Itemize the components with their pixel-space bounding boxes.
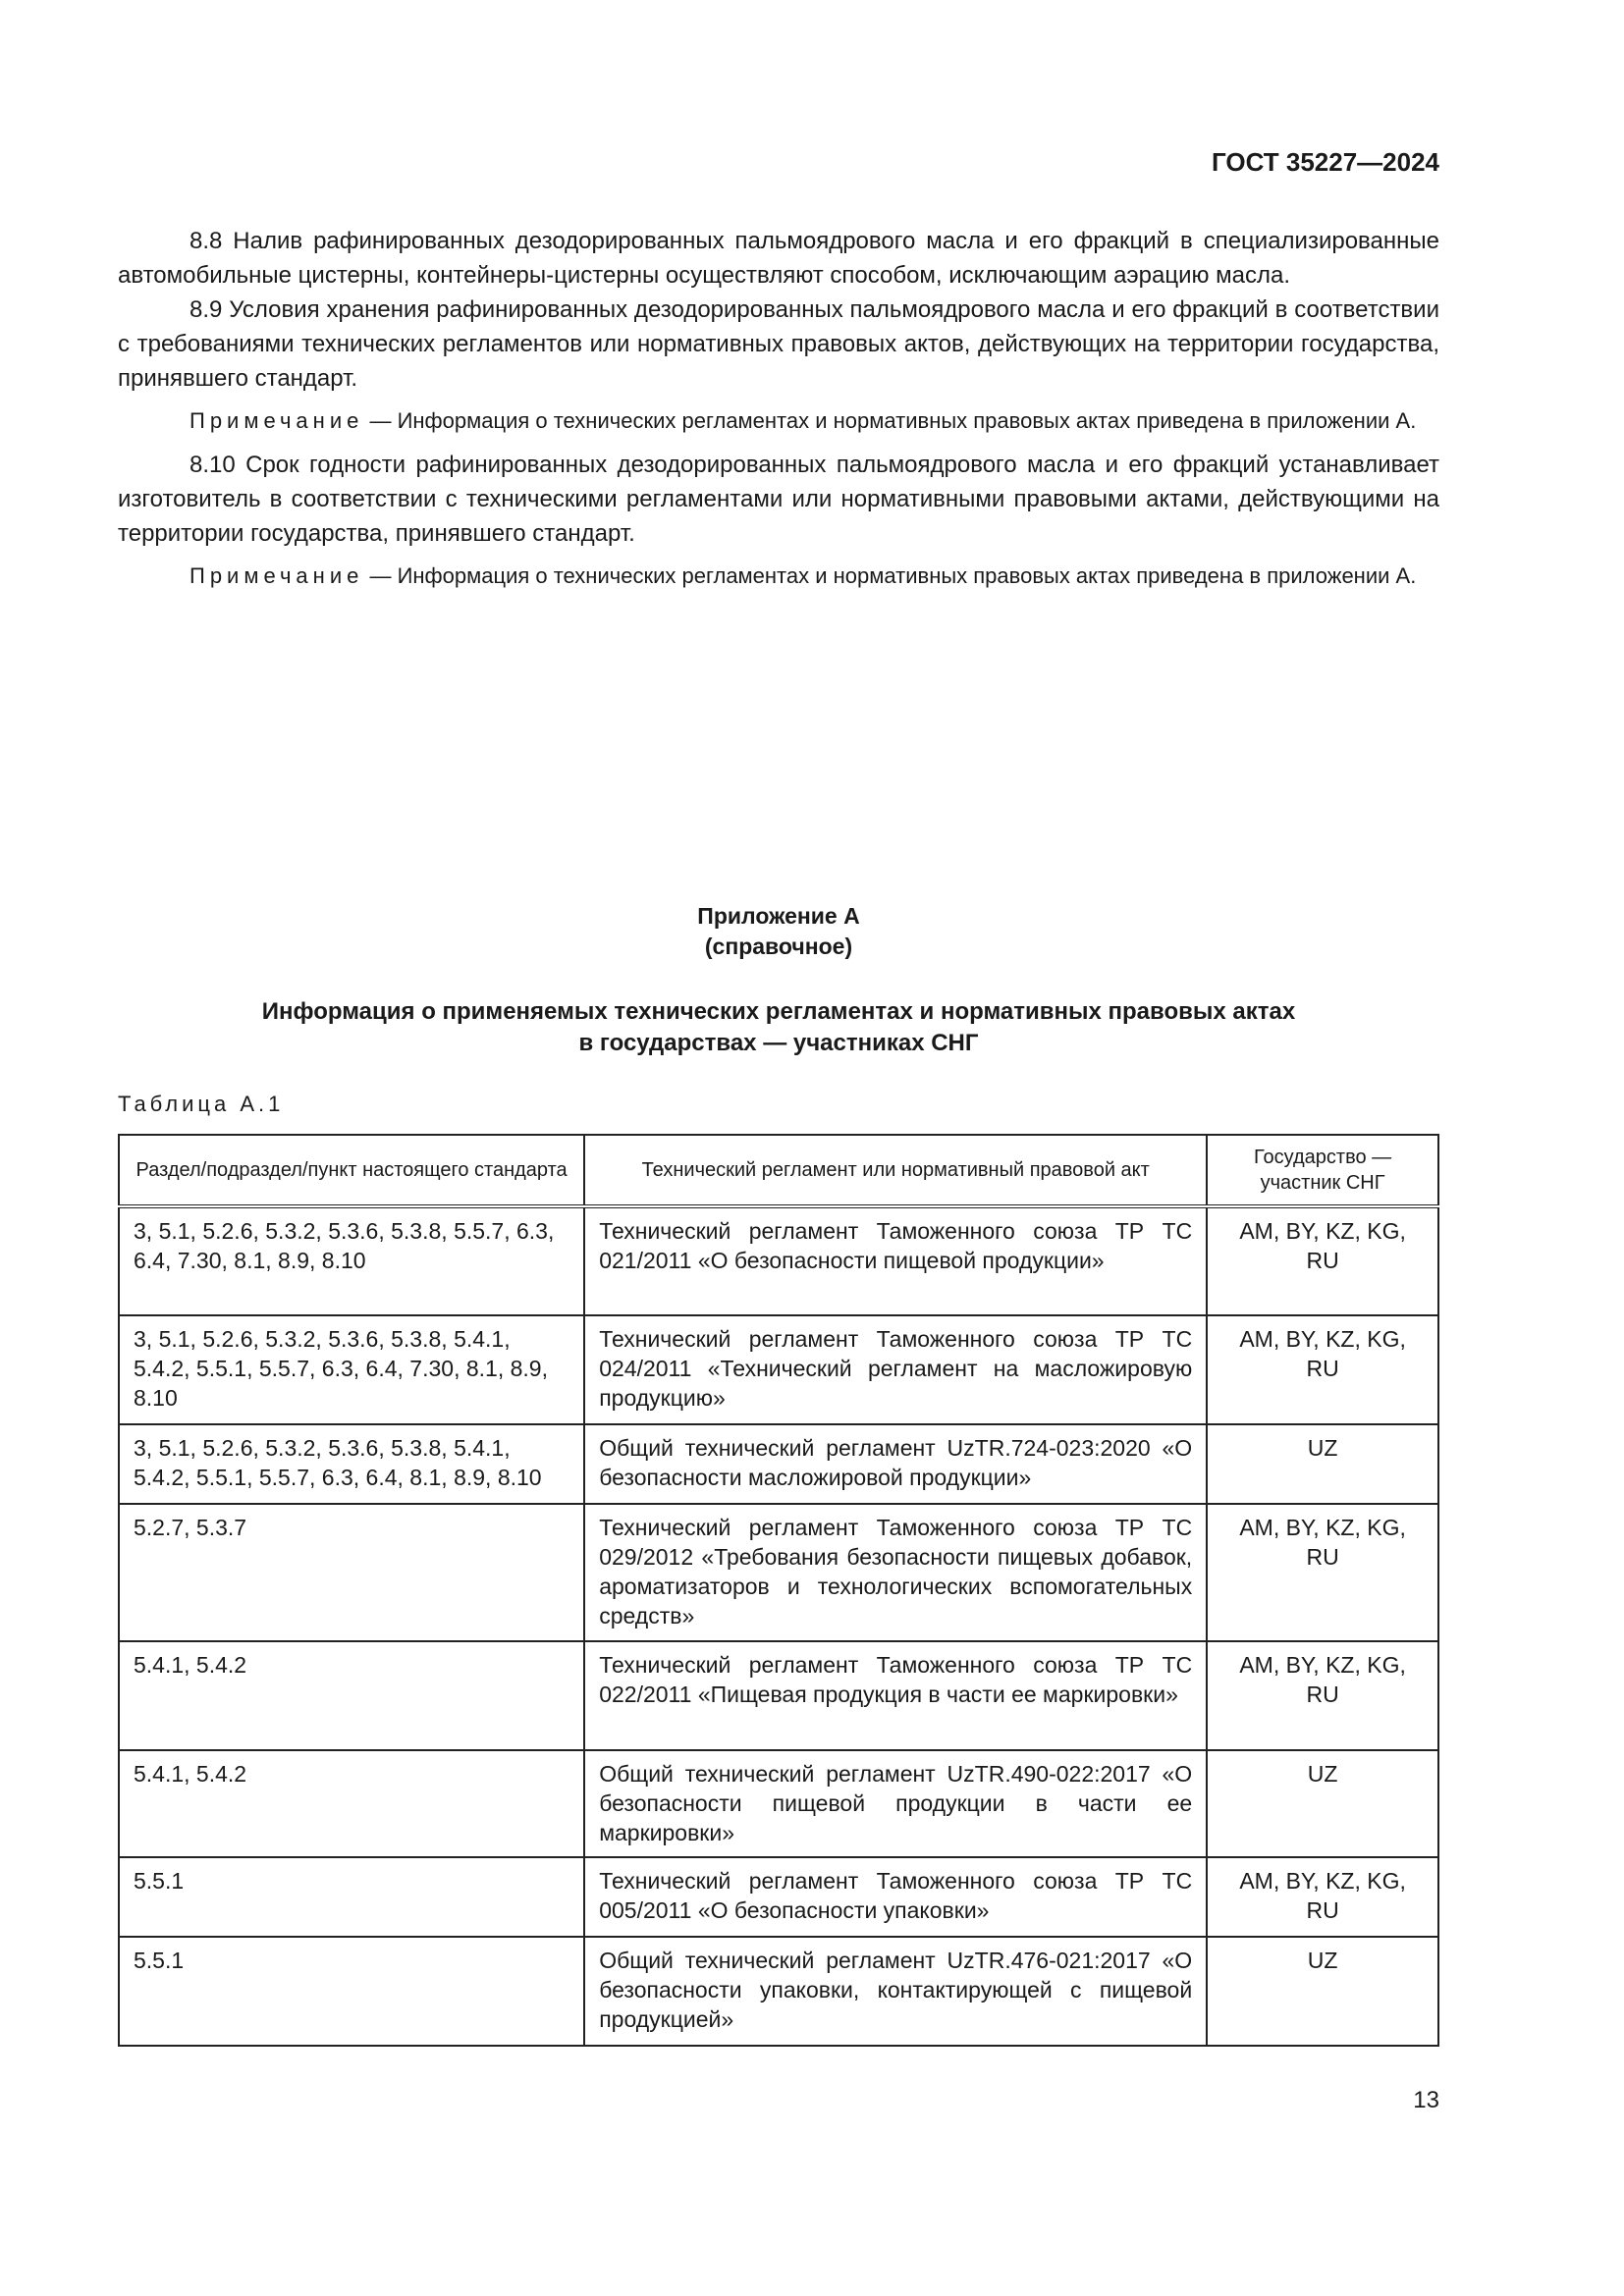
- states-cell: AM, BY, KZ, KG, RU: [1207, 1857, 1438, 1937]
- regulation-cell: Технический регламент Таможенного союза ТР ТС 024/2011 «Технический регламент на масложировую продукцию»: [584, 1315, 1207, 1424]
- column-header: Раздел/подраздел/пункт настоящего стандарта: [119, 1135, 584, 1206]
- regulation-cell: Общий технический регламент UzTR.490-022:2017 «О безопасности пищевой продукции в части ее маркировки»: [584, 1750, 1207, 1857]
- regulation-cell: Технический регламент Таможенного союза ТР ТС 029/2012 «Требования безопасности пищевых добавок, ароматизаторов и технологических вспомогательных средств»: [584, 1504, 1207, 1641]
- states-cell: UZ: [1207, 1424, 1438, 1504]
- appendix-subtitle: (справочное): [704, 934, 853, 959]
- body-text: [118, 224, 1439, 603]
- states-cell: AM, BY, KZ, KG, RU: [1207, 1206, 1438, 1315]
- sections-cell: 3, 5.1, 5.2.6, 5.3.2, 5.3.6, 5.3.8, 5.5.7, 6.3, 6.4, 7.30, 8.1, 8.9, 8.10: [119, 1206, 584, 1315]
- sections-cell: 5.4.1, 5.4.2: [119, 1641, 584, 1750]
- sections-cell: 5.5.1: [119, 1857, 584, 1937]
- sections-cell: 5.2.7, 5.3.7: [119, 1504, 584, 1641]
- appendix-title: Приложение А: [697, 903, 860, 929]
- sections-cell: 5.5.1: [119, 1937, 584, 2046]
- regulation-cell: Технический регламент Таможенного союза ТР ТС 022/2011 «Пищевая продукция в части ее маркировки»: [584, 1641, 1207, 1750]
- table-row: [119, 1206, 1438, 1315]
- paragraph-8-9: 8.9 Условия хранения рафинированных дезодорированных пальмоядрового масла и его фракций в соответствии с требованиями технических регламентов или нормативных правовых актов, действующих на территории государства, принявшего стандарт.: [118, 296, 1439, 392]
- column-header: Технический регламент или нормативный правовой акт: [584, 1135, 1207, 1206]
- sections-cell: 5.4.1, 5.4.2: [119, 1750, 584, 1857]
- table-row: [119, 1504, 1438, 1641]
- table-row: [119, 1424, 1438, 1504]
- table-row: [119, 1641, 1438, 1750]
- appendix-heading: [118, 996, 1439, 1059]
- note-1: [118, 405, 1439, 436]
- regulation-cell: Технический регламент Таможенного союза ТР ТС 021/2011 «О безопасности пищевой продукции»: [584, 1206, 1207, 1315]
- page-number: 13: [1413, 2087, 1439, 2113]
- appendix-heading-line: Информация о применяемых технических регламентах и нормативных правовых актах: [261, 998, 1296, 1025]
- paragraph-8-8: 8.8 Налив рафинированных дезодорированных пальмоядрового масла и его фракций в специализированные автомобильные цистерны, контейнеры-цистерны осуществляют способом, исключающим аэрацию масла.: [118, 228, 1439, 289]
- regulation-cell: Технический регламент Таможенного союза ТР ТС 005/2011 «О безопасности упаковки»: [584, 1857, 1207, 1937]
- regulation-cell: Общий технический регламент UzTR.724-023:2020 «О безопасности масложировой продукции»: [584, 1424, 1207, 1504]
- document-code: ГОСТ 35227—2024: [1212, 147, 1439, 177]
- states-cell: AM, BY, KZ, KG, RU: [1207, 1315, 1438, 1424]
- paragraph-8-10: 8.10 Срок годности рафинированных дезодорированных пальмоядрового масла и его фракций устанавливает изготовитель в соответствии с техническими регламентами или нормативными правовыми актами, действующими на территории государства, принявшего стандарт.: [118, 452, 1439, 547]
- table-header-row: [119, 1135, 1438, 1206]
- note-2: [118, 561, 1439, 591]
- regulation-cell: Общий технический регламент UzTR.476-021:2017 «О безопасности упаковки, контактирующей с пищевой продукцией»: [584, 1937, 1207, 2046]
- note-label: Примечание: [189, 563, 364, 588]
- sections-cell: 3, 5.1, 5.2.6, 5.3.2, 5.3.6, 5.3.8, 5.4.1, 5.4.2, 5.5.1, 5.5.7, 6.3, 6.4, 8.1, 8.9, 8.10: [119, 1424, 584, 1504]
- states-cell: UZ: [1207, 1937, 1438, 2046]
- table-row: [119, 1857, 1438, 1937]
- sections-cell: 3, 5.1, 5.2.6, 5.3.2, 5.3.6, 5.3.8, 5.4.1, 5.4.2, 5.5.1, 5.5.7, 6.3, 6.4, 7.30, 8.1, 8.9, 8.10: [119, 1315, 584, 1424]
- table-row: [119, 1315, 1438, 1424]
- appendix-header: [118, 901, 1439, 962]
- note-label: Примечание: [189, 408, 364, 433]
- note-text: — Информация о технических регламентах и нормативных правовых актах приведена в приложении А.: [363, 563, 1417, 588]
- states-cell: AM, BY, KZ, KG, RU: [1207, 1504, 1438, 1641]
- column-header: Государство — участник СНГ: [1207, 1135, 1438, 1206]
- states-cell: AM, BY, KZ, KG, RU: [1207, 1641, 1438, 1750]
- appendix-heading-line: в государствах — участниках СНГ: [578, 1030, 979, 1056]
- table-caption: Таблица А.1: [118, 1092, 285, 1116]
- table-row: [119, 1750, 1438, 1857]
- note-text: — Информация о технических регламентах и нормативных правовых актах приведена в приложении А.: [363, 408, 1417, 433]
- states-cell: UZ: [1207, 1750, 1438, 1857]
- regulations-table: [118, 1134, 1439, 2047]
- table-row: [119, 1937, 1438, 2046]
